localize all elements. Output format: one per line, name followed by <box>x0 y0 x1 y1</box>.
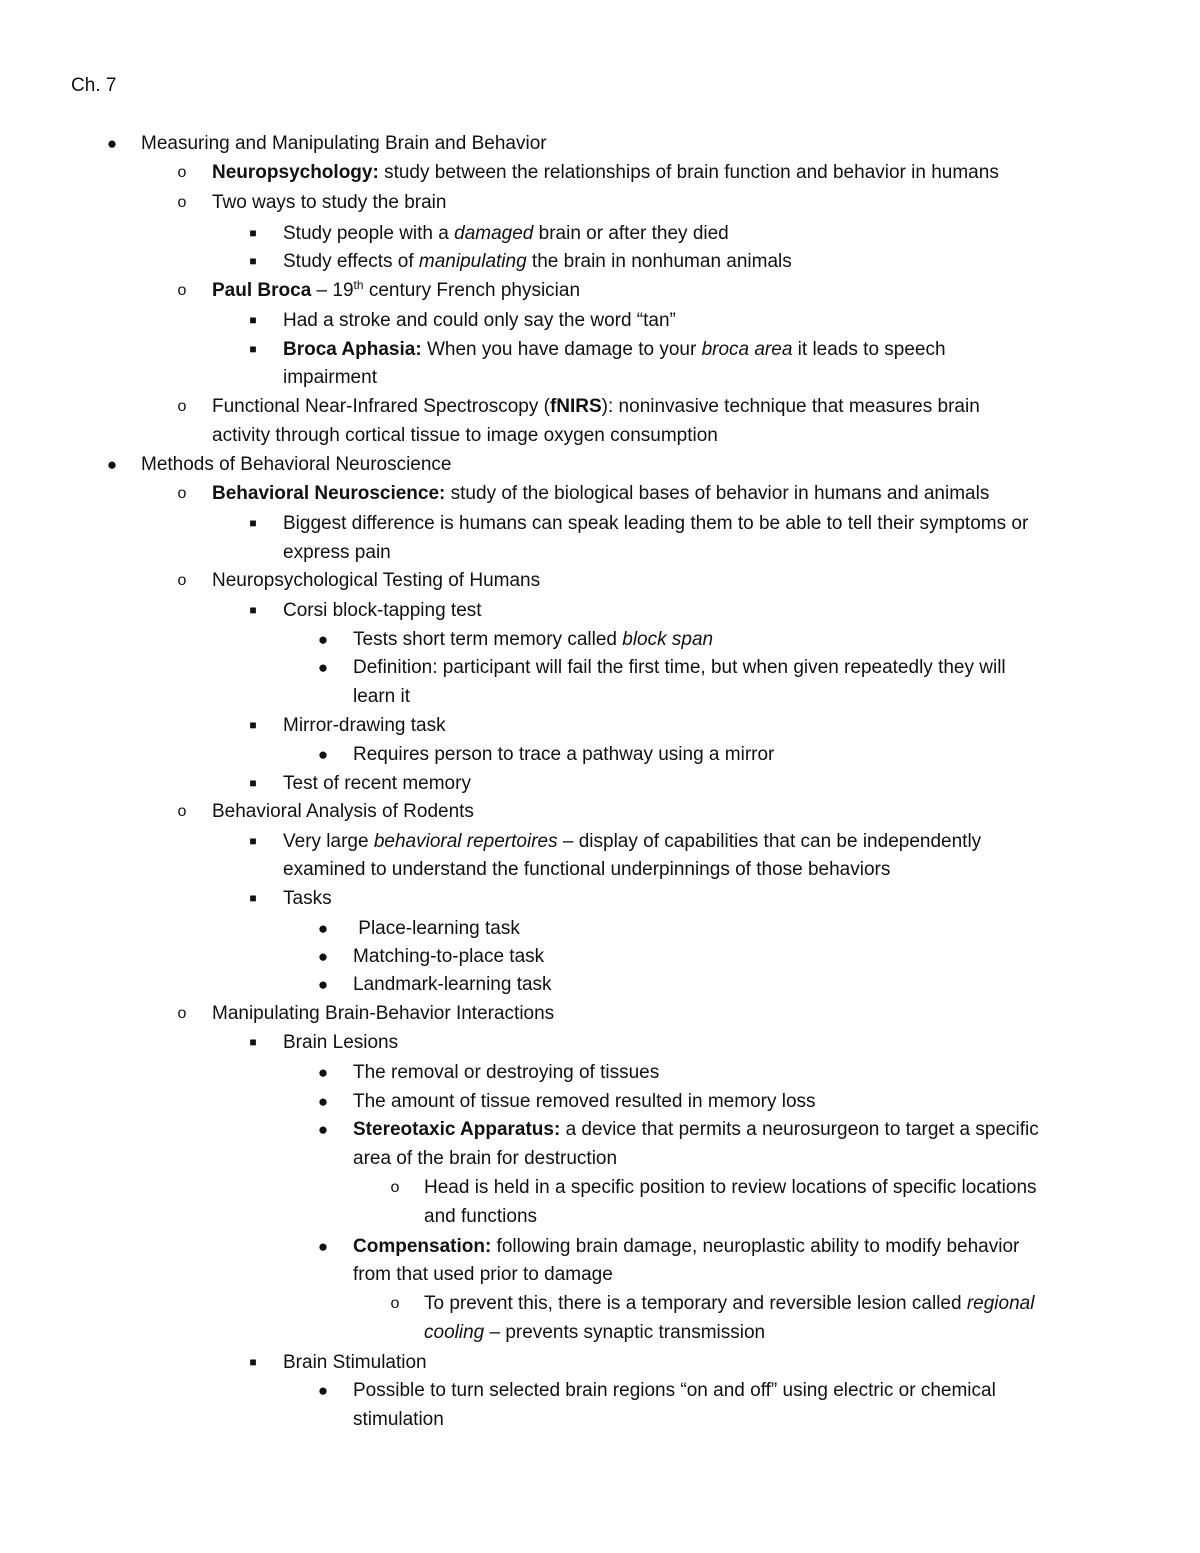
key-term: Neuropsychology: <box>212 162 379 183</box>
list-item-text: Two ways to study the brain <box>212 192 447 213</box>
list-item-text: Study people with a damaged brain or after they died <box>283 223 729 244</box>
list-item-text: Biggest difference is humans can speak leading them to be able to tell their symptoms or <box>283 513 1029 534</box>
square-bullet-icon: ■ <box>249 834 257 848</box>
list-item <box>0 1232 1200 1261</box>
list-item <box>0 970 1200 999</box>
circle-bullet-icon: o <box>177 572 187 589</box>
list-item <box>0 306 1200 335</box>
list-item <box>0 276 1200 305</box>
square-bullet-icon: ■ <box>249 342 257 356</box>
list-item-continuation: stimulation <box>353 1409 444 1430</box>
list-item <box>0 1173 1200 1202</box>
list-item <box>0 797 1200 826</box>
list-item-text: Manipulating Brain-Behavior Interactions <box>212 1003 555 1024</box>
disc-bullet-icon: ● <box>317 658 329 677</box>
square-bullet-icon: ■ <box>249 516 257 530</box>
square-bullet-icon: ■ <box>249 1355 257 1369</box>
list-item <box>0 219 1200 248</box>
list-item-text: Behavioral Neuroscience: study of the biological bases of behavior in humans and animals <box>212 483 990 504</box>
list-item-continuation: area of the brain for destruction <box>353 1148 618 1169</box>
list-item-continuation: impairment <box>283 367 377 388</box>
emphasis: broca area <box>701 339 793 360</box>
list-item <box>0 1058 1200 1087</box>
list-item-text: Mirror-drawing task <box>283 715 446 736</box>
list-item-text: Brain Stimulation <box>283 1352 427 1373</box>
circle-bullet-icon: o <box>177 485 187 502</box>
list-item-continuation: cooling – prevents synaptic transmission <box>424 1322 766 1343</box>
list-item <box>0 740 1200 769</box>
list-item-text: Test of recent memory <box>283 773 471 794</box>
list-item-text: The amount of tissue removed resulted in memory loss <box>353 1091 816 1112</box>
list-item-text: The removal or destroying of tissues <box>353 1062 660 1083</box>
key-term: Stereotaxic Apparatus: <box>353 1119 561 1140</box>
list-item-text: Paul Broca – 19th century French physician <box>212 278 581 301</box>
list-item <box>0 942 1200 971</box>
list-item-text: Landmark-learning task <box>353 974 552 995</box>
disc-bullet-icon: ● <box>106 134 118 153</box>
list-item-text: Requires person to trace a pathway using a mirror <box>353 744 775 765</box>
emphasis: block span <box>622 629 714 650</box>
list-item <box>0 479 1200 508</box>
list-item-text: Very large behavioral repertoires – display of capabilities that can be independently <box>283 831 982 852</box>
circle-bullet-icon: o <box>177 1005 187 1022</box>
circle-bullet-icon: o <box>177 803 187 820</box>
section-heading: Methods of Behavioral Neuroscience <box>141 454 452 475</box>
square-bullet-icon: ■ <box>249 891 257 905</box>
list-item-text: Functional Near-Infrared Spectroscopy (fNIRS): noninvasive technique that measures brain <box>212 396 980 417</box>
emphasis: behavioral repertoires <box>373 831 558 852</box>
circle-bullet-icon: o <box>390 1179 400 1196</box>
emphasis: damaged <box>454 223 534 244</box>
emphasis: regional <box>966 1293 1035 1314</box>
list-item <box>0 596 1200 625</box>
list-item-text: Behavioral Analysis of Rodents <box>212 801 474 822</box>
square-bullet-icon: ■ <box>249 776 257 790</box>
list-item <box>0 653 1200 682</box>
list-item <box>0 566 1200 595</box>
disc-bullet-icon: ● <box>317 745 329 764</box>
disc-bullet-icon: ● <box>317 1120 329 1139</box>
circle-bullet-icon: o <box>390 1295 400 1312</box>
list-item <box>0 509 1200 538</box>
disc-bullet-icon: ● <box>317 947 329 966</box>
disc-bullet-icon: ● <box>106 455 118 474</box>
disc-bullet-icon: ● <box>317 1063 329 1082</box>
disc-bullet-icon: ● <box>317 1237 329 1256</box>
list-item <box>0 247 1200 276</box>
key-term: Paul Broca <box>212 280 312 301</box>
list-item-text: Brain Lesions <box>283 1032 399 1053</box>
list-item <box>0 188 1200 217</box>
square-bullet-icon: ■ <box>249 718 257 732</box>
list-item <box>0 392 1200 421</box>
list-item-text: Possible to turn selected brain regions “on and off” using electric or chemical <box>353 1380 996 1401</box>
square-bullet-icon: ■ <box>249 313 257 327</box>
list-item <box>0 625 1200 654</box>
list-item <box>0 450 1200 479</box>
circle-bullet-icon: o <box>177 194 187 211</box>
emphasis: manipulating <box>418 251 527 272</box>
circle-bullet-icon: o <box>177 282 187 299</box>
list-item-continuation: express pain <box>283 542 391 563</box>
list-item <box>0 1289 1200 1318</box>
disc-bullet-icon: ● <box>317 1092 329 1111</box>
list-item-text: Study effects of manipulating the brain in nonhuman animals <box>283 251 792 272</box>
key-term: fNIRS <box>549 396 602 417</box>
list-item-text: Broca Aphasia: When you have damage to your broca area it leads to speech <box>283 339 946 360</box>
list-item <box>0 999 1200 1028</box>
chapter-heading: Ch. 7 <box>71 75 117 96</box>
list-item <box>0 711 1200 740</box>
list-item <box>0 158 1200 187</box>
list-item-text: Definition: participant will fail the first time, but when given repeatedly they will <box>353 657 1006 678</box>
disc-bullet-icon: ● <box>317 630 329 649</box>
list-item-text: Matching-to-place task <box>353 946 545 967</box>
list-item-continuation: learn it <box>353 686 411 707</box>
key-term: Broca Aphasia: <box>283 339 422 360</box>
list-item-text: Corsi block-tapping test <box>283 600 482 621</box>
list-item-continuation: activity through cortical tissue to image oxygen consumption <box>212 425 718 446</box>
list-item-text: Had a stroke and could only say the word “tan” <box>283 310 676 331</box>
square-bullet-icon: ■ <box>249 254 257 268</box>
list-item <box>0 914 1200 943</box>
circle-bullet-icon: o <box>177 164 187 181</box>
key-term: Compensation: <box>353 1236 492 1257</box>
disc-bullet-icon: ● <box>317 975 329 994</box>
list-item-text: Neuropsychology: study between the relationships of brain function and behavior in humans <box>212 162 999 183</box>
square-bullet-icon: ■ <box>249 226 257 240</box>
list-item <box>0 129 1200 158</box>
list-item-text: Tasks <box>283 888 332 909</box>
disc-bullet-icon: ● <box>317 919 329 938</box>
list-item <box>0 1028 1200 1057</box>
list-item <box>0 1348 1200 1377</box>
square-bullet-icon: ■ <box>249 603 257 617</box>
list-item-continuation: and functions <box>424 1206 538 1227</box>
disc-bullet-icon: ● <box>317 1381 329 1400</box>
list-item-text: Head is held in a specific position to review locations of specific locations <box>424 1177 1037 1198</box>
list-item-text: Neuropsychological Testing of Humans <box>212 570 541 591</box>
key-term: Behavioral Neuroscience: <box>212 483 446 504</box>
circle-bullet-icon: o <box>177 398 187 415</box>
list-item <box>0 1376 1200 1405</box>
list-item <box>0 1087 1200 1116</box>
list-item-continuation: from that used prior to damage <box>353 1264 613 1285</box>
list-item <box>0 827 1200 856</box>
list-item-text: Tests short term memory called block span <box>353 629 714 650</box>
list-item-text: Place-learning task <box>353 918 520 939</box>
list-item-continuation: examined to understand the functional underpinnings of those behaviors <box>283 859 891 880</box>
list-item-text: To prevent this, there is a temporary and reversible lesion called regional <box>424 1293 1035 1314</box>
list-item <box>0 884 1200 913</box>
list-item <box>0 335 1200 364</box>
list-item-text: Stereotaxic Apparatus: a device that permits a neurosurgeon to target a specific <box>353 1119 1039 1140</box>
list-item <box>0 769 1200 798</box>
square-bullet-icon: ■ <box>249 1035 257 1049</box>
emphasis: cooling <box>424 1322 485 1343</box>
list-item <box>0 1115 1200 1144</box>
section-heading: Measuring and Manipulating Brain and Behavior <box>141 133 547 154</box>
list-item-text: Compensation: following brain damage, neuroplastic ability to modify behavior <box>353 1236 1020 1257</box>
